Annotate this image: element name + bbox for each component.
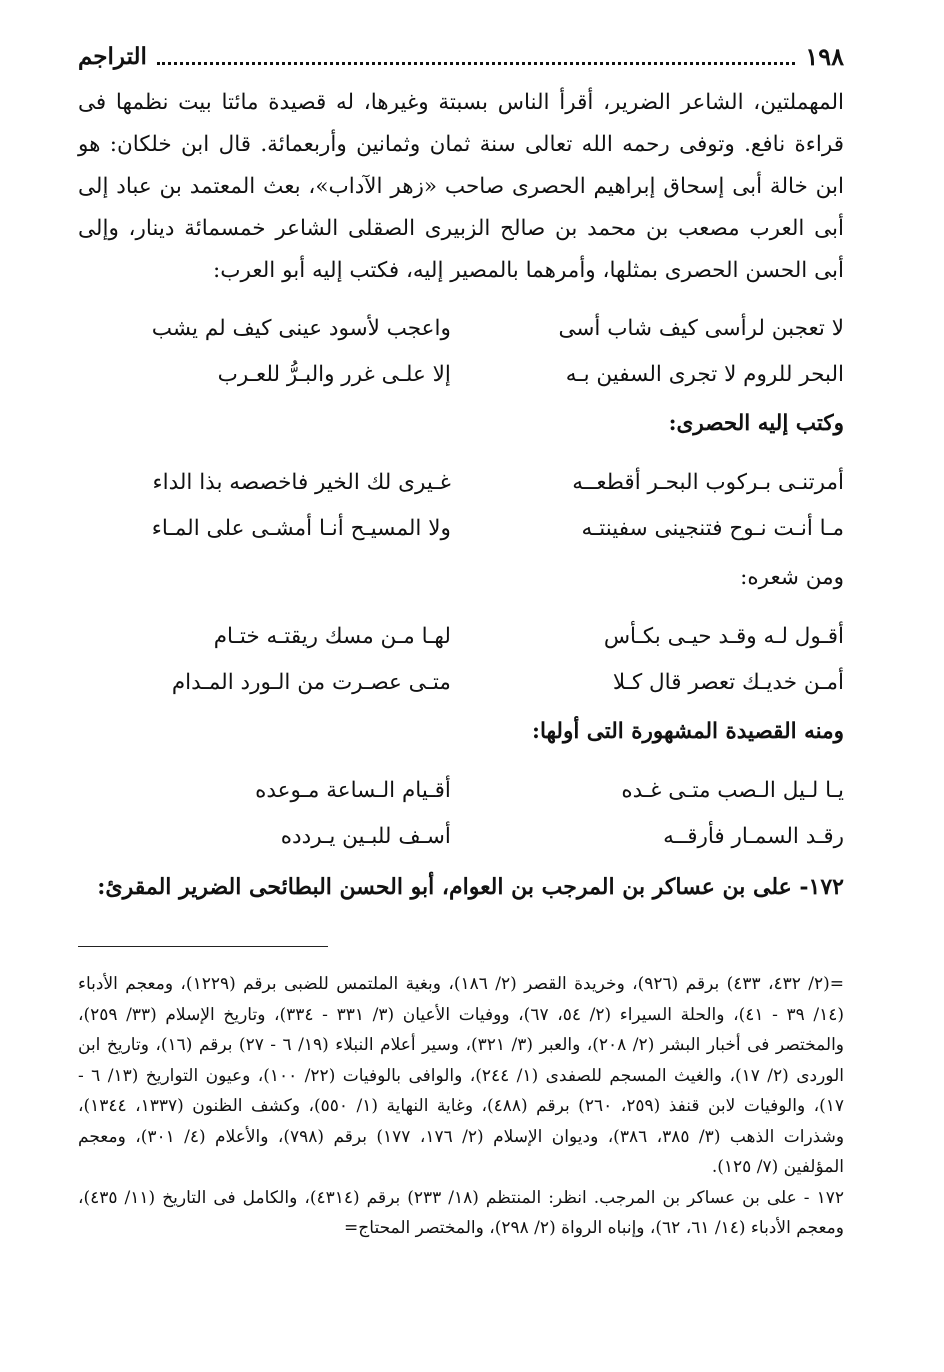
verse-first-hemistich: أمرتنـى بـركوب البحـر أقطعــه: [572, 470, 844, 495]
verse-second-hemistich: أسـف للبـين يـردده: [280, 824, 451, 849]
page-number: ١٩٨: [805, 41, 844, 71]
verse-line: [78, 614, 844, 660]
verse-line: [78, 352, 844, 398]
verse-second-hemistich: متـى عصـرت من الـورد المـدام: [171, 670, 451, 695]
verse-line: [78, 660, 844, 706]
entry-heading: ١٧٢- على بن عساكر بن المرجب بن العوام، أبو الحسن البطائحى الضرير المقرئ:: [97, 874, 844, 900]
verse-line: [78, 306, 844, 352]
verse-line: [78, 768, 844, 814]
verse-first-hemistich: لا تعجبن لرأسى كيف شاب أسى: [558, 316, 844, 341]
verse-line: [78, 460, 844, 506]
verse-first-hemistich: رقـد السمـار فأرقــه: [663, 824, 844, 849]
verse-first-hemistich: أمـن خديـك تعصر قال كـلا: [612, 670, 844, 695]
header-dotted-leader: [157, 48, 795, 65]
poem-block-4: [78, 768, 844, 860]
book-page: [78, 36, 844, 1336]
verse-first-hemistich: البحر للروم لا تجرى السفين بـه: [565, 362, 844, 387]
poem-block-3: [78, 614, 844, 706]
verse-first-hemistich: مـا أنـت نـوح فتنجينى سفينتـه: [581, 516, 844, 541]
verse-first-hemistich: أقـول لـه وقـد حيـى بكـأس: [603, 624, 844, 649]
footnote-separator: [78, 946, 328, 947]
poem-intro: ومن شعره:: [740, 565, 844, 590]
verse-line: [78, 814, 844, 860]
verse-second-hemistich: واعجب لأسود عينى كيف لم يشب: [151, 316, 451, 341]
verse-second-hemistich: لهـا مـن مسك ريقتـه ختـام: [213, 624, 451, 649]
verse-second-hemistich: أقـيام الـساعة مـوعده: [255, 778, 451, 803]
poem-block-1: [78, 306, 844, 398]
footnote-paragraph: =(٢/ ٤٣٢، ٤٣٣) برقم (٩٢٦)، وخريدة القصر (٢/ ١٨٦)، وبغية الملتمس للضبى برقم (١٢٢٩)، ومعجم الأدباء (١٤/ ٣٩ - ٤١)، والحلة السيراء (٢/ ٥٤، ٦٧)، ووفيات الأعيان (٣/ ٣٣١ - ٣٣٤)، وتاريخ الإسلام (٣٣/ ٢٥٩)، والمختصر فى أخبار البشر (٢/ ٢٠٨)، والعبر (٣/ ٣٢١)، وسير أعلام النبلاء (١٩/ ٦ - ٢٧) برقم (١٦)، وتاريخ ابن الوردى (٢/ ١٧)، والغيث المسجم للصفدى (١/ ٢٤٤)، والوافى بالوفيات (٢٢/ ١٠٠)، وعيون التواريخ (١٣/ ٦ - ١٧)، والوفيات لابن قنفذ (٢٥٩، ٢٦٠) برقم (٤٨٨)، وغاية النهاية (١/ ٥٥٠)، وكشف الظنون (١٣٣٧، ١٣٤٤)، وشذرات الذهب (٣/ ٣٨٥، ٣٨٦)، وديوان الإسلام (٢/ ١٧٦، ١٧٧) برقم (٧٩٨)، والأعلام (٤/ ٣٠١)، ومعجم المؤلفين (٧/ ١٢٥).: [78, 974, 845, 1177]
poem-intro: وكتب إليه الحصرى:: [668, 411, 844, 436]
footnote-paragraph: ١٧٢ - على بن عساكر بن المرجب. انظر: المنتظم (١٨/ ٢٣٣) برقم (٤٣١٤)، والكامل فى التاريخ (١١/ ٤٣٥)، ومعجم الأدباء (١٤/ ٦١، ٦٢)، وإنباه الرواة (٢/ ٢٩٨)، والمختصر المحتاج=: [78, 1187, 844, 1238]
verse-second-hemistich: إلا علـى غرر والبـرُّ للعـرب: [217, 362, 451, 387]
verse-first-hemistich: يـا لـيل الـصب متـى غـده: [621, 778, 844, 803]
poem-block-2: [78, 460, 844, 552]
prose-paragraph: المهملتين، الشاعر الضرير، أقرأ الناس بسبتة وغيرها، له قصيدة مائتا بيت نظمها فى قراءة نافع. وتوفى رحمه الله تعالى سنة ثمان وثمانين وأربعمائة. قال ابن خلكان: هو ابن خالة أبى إسحاق إبراهيم الحصرى صاحب «زهر الآداب»، بعث المعتمد بن عباد إلى أبى العرب مصعب بن محمد بن صالح الزبيرى الصقلى الشاعر خمسمائة دينار، وإلى أبى الحسن الحصرى بمثلها، وأمرهما بالمصير إليه، فكتب إليه أبو العرب:: [78, 90, 844, 283]
verse-line: [78, 506, 844, 552]
page-header: [78, 36, 844, 76]
body-prose: [78, 82, 844, 292]
verse-second-hemistich: ولا المسيـح أنـا أمشـى على المـاء: [151, 516, 451, 541]
footnotes: [78, 969, 844, 1244]
verse-second-hemistich: غـيرى لك الخير فاخصصه بذا الداء: [152, 470, 451, 495]
poem-intro: ومنه القصيدة المشهورة التى أولها:: [532, 719, 844, 744]
running-title: التراجم: [78, 42, 147, 70]
